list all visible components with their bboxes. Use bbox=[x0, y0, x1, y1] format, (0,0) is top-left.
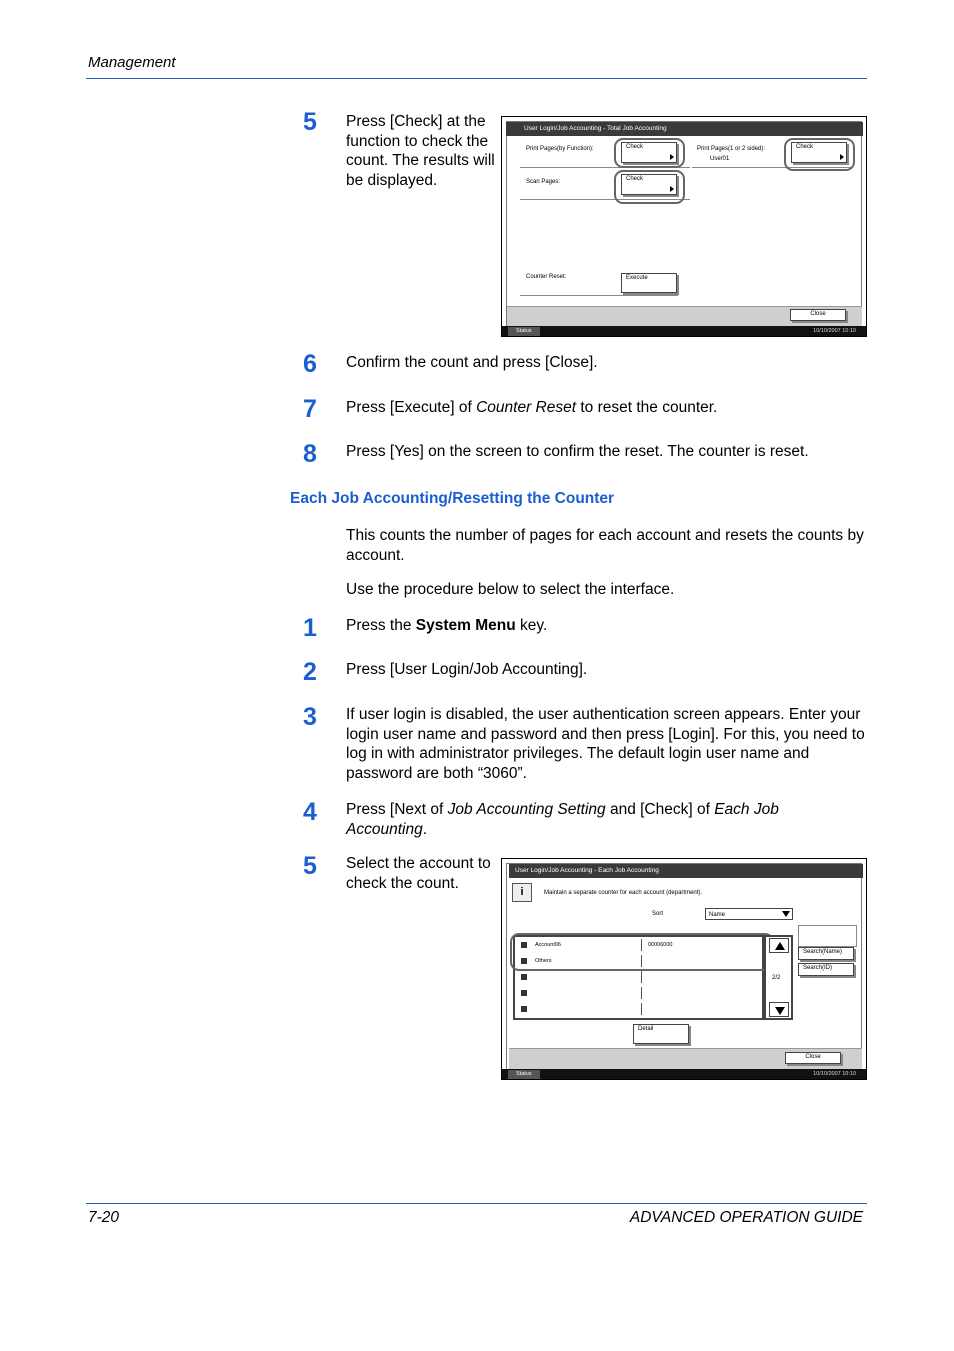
page-indicator: 2/2 bbox=[772, 975, 781, 981]
status-button[interactable]: Status bbox=[508, 1070, 540, 1079]
status-button[interactable]: Status bbox=[508, 327, 540, 336]
header-rule bbox=[86, 78, 867, 79]
intro-paragraph: Use the procedure below to select the interface. bbox=[346, 581, 675, 598]
search-field[interactable] bbox=[798, 925, 857, 947]
step-number: 3 bbox=[303, 703, 317, 731]
step-number: 5 bbox=[303, 852, 317, 880]
footer-rule bbox=[86, 1203, 867, 1204]
print-pages-sided-label: Print Pages(1 or 2 sided): bbox=[697, 146, 766, 152]
step-text: Press the System Menu key. bbox=[346, 617, 548, 634]
search-id-button[interactable]: Search(ID) bbox=[798, 963, 854, 976]
account-icon bbox=[521, 1006, 527, 1012]
check-scan-button[interactable]: Check bbox=[621, 174, 677, 195]
step-number: 7 bbox=[303, 395, 317, 423]
page-header-title: Management bbox=[88, 54, 176, 71]
highlight-ring bbox=[614, 138, 685, 168]
search-name-button[interactable]: Search(Name) bbox=[798, 947, 854, 960]
bottom-bar bbox=[509, 1048, 862, 1069]
status-bar bbox=[502, 326, 866, 336]
sort-label: Sort bbox=[652, 911, 664, 917]
account-icon bbox=[521, 974, 527, 980]
step-text: Confirm the count and press [Close]. bbox=[346, 354, 598, 371]
step-text: Press [Yes] on the screen to confirm the reset. The counter is reset. bbox=[346, 443, 809, 460]
divider bbox=[520, 295, 678, 296]
down-arrow-icon bbox=[775, 1007, 785, 1015]
check-print-function-button[interactable]: Check bbox=[621, 142, 677, 163]
step-text: Press [Execute] of Counter Reset to reset the counter. bbox=[346, 399, 718, 416]
step-number: 8 bbox=[303, 440, 317, 468]
print-pages-function-label: Print Pages(by Function): bbox=[526, 146, 594, 152]
intro-paragraph: This counts the number of pages for each account and resets the counts by account. bbox=[346, 527, 864, 564]
section-title: Each Job Accounting/Resetting the Counter bbox=[290, 490, 615, 507]
highlight-ring bbox=[784, 138, 855, 171]
account-icon bbox=[521, 990, 527, 996]
scroll-panel bbox=[764, 935, 793, 1020]
execute-button[interactable]: Execute bbox=[621, 273, 677, 293]
scan-pages-label: Scan Pages: bbox=[526, 179, 561, 185]
each-job-accounting-screen bbox=[501, 858, 867, 1080]
step-text: Press [User Login/Job Accounting]. bbox=[346, 661, 588, 678]
step-text: If user login is disabled, the user authentication screen appears. Enter your login user name and password and then press [Login]. For this, you need to log in with administrator privileges. The default login user name and password are both “3060”. bbox=[346, 706, 865, 782]
close-button[interactable]: Close bbox=[790, 309, 846, 321]
step-number: 6 bbox=[303, 350, 317, 378]
bottom-bar bbox=[507, 306, 862, 327]
scroll-up-button[interactable] bbox=[769, 938, 789, 953]
step-number: 1 bbox=[303, 614, 317, 642]
chevron-down-icon bbox=[782, 911, 790, 917]
page-number: 7-20 bbox=[88, 1209, 120, 1226]
highlight-ring bbox=[510, 933, 774, 971]
column-header-name: Account Name bbox=[558, 927, 595, 933]
step-text: Press [Check] at the function to check the count. The results will be displayed. bbox=[346, 113, 495, 189]
up-arrow-icon bbox=[775, 942, 785, 950]
highlight-ring bbox=[614, 170, 685, 204]
detail-button[interactable]: Detail bbox=[633, 1024, 689, 1044]
info-icon: i bbox=[512, 883, 532, 902]
table-row[interactable] bbox=[515, 969, 762, 986]
step-number: 2 bbox=[303, 658, 317, 686]
counter-reset-label: Counter Reset: bbox=[526, 274, 567, 280]
info-message: Maintain a separate counter for each account (department). bbox=[544, 890, 703, 896]
scroll-down-button[interactable] bbox=[769, 1002, 789, 1017]
sort-select[interactable]: Name bbox=[705, 908, 793, 920]
guide-title: ADVANCED OPERATION GUIDE bbox=[629, 1209, 863, 1226]
step-text: Select the account to check the count. bbox=[346, 855, 491, 892]
close-button[interactable]: Close bbox=[785, 1052, 841, 1064]
table-row[interactable]: Account06 00006000 bbox=[515, 937, 762, 954]
status-bar bbox=[502, 1069, 866, 1079]
step-number: 4 bbox=[303, 798, 317, 826]
screen-title: User Login/Job Accounting - Total Job Accounting bbox=[506, 122, 863, 136]
column-header-id: Account ID bbox=[684, 927, 711, 933]
datetime: 10/10/2007 10:10 bbox=[813, 328, 856, 334]
user-name: User01 bbox=[710, 156, 730, 162]
table-row[interactable]: Others bbox=[515, 953, 762, 970]
total-job-accounting-screen bbox=[501, 116, 867, 337]
screen-title: User Login/Job Accounting - Each Job Accounting bbox=[509, 864, 863, 878]
check-print-sided-button[interactable]: Check bbox=[791, 142, 847, 163]
table-row[interactable] bbox=[515, 985, 762, 1002]
step-number: 5 bbox=[303, 108, 317, 136]
datetime: 10/10/2007 10:10 bbox=[813, 1071, 856, 1077]
step-text: Press [Next of Job Accounting Setting and [Check] of Each Job Accounting. bbox=[346, 801, 779, 838]
table-row[interactable] bbox=[515, 1001, 762, 1017]
